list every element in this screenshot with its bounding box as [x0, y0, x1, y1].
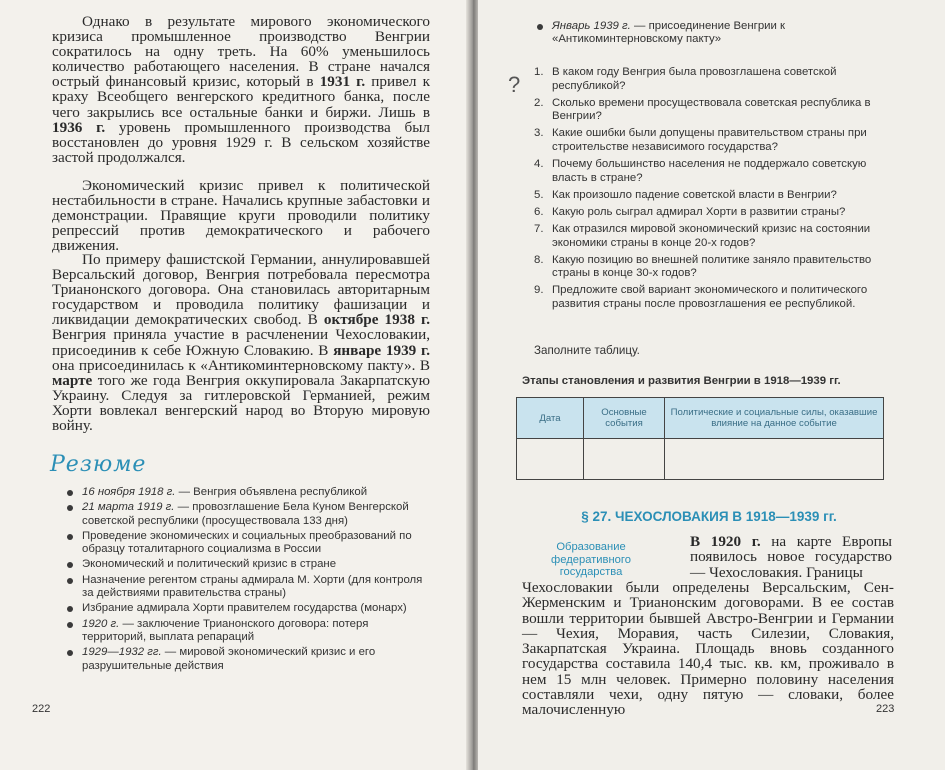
left-page	[0, 0, 468, 770]
questions-list	[534, 66, 874, 315]
question-item: 1. В каком году Венгрия была провозглашена советской республикой?	[534, 66, 837, 92]
question-mark-icon: ?	[508, 72, 521, 97]
table-header-forces: Политические и социальные силы, оказавшие влияние на данное событие	[665, 398, 884, 439]
paragraph-borders: Чехословакии были определены Версальским, Сен-Жерменским и Трианонским договорами. В ее состав вошли территории бывшей Австро-Венгрии и Германии — Чехия, Моравия, часть Силезии, Словакия, Закарпатская Украина. Площадь вновь созданного государства составила 140,4 тыс. кв. км, проживало в нем 15 млн человек. Примерно половину населения составляли чехи, одну пятую — словаки, более малочисленную	[522, 579, 894, 719]
paragraph-instability: Экономический кризис привел к политической нестабильности в стране. Начались крупные забастовки и демонстрации. Правящие круги проводили политику репрессий против демократического и рабочего движения.	[52, 177, 430, 255]
paragraph-fascism: По примеру фашистской Германии, аннулировавшей Версальский договор, Венгрия потребовала пересмотра Трианонского договора. Она становилась авторитарным государством и проводила политику фашизации и ликвидации демократических свобод. В октябре 1938 г. Венгрия приняла участие в расчленении Чехословакии, присоединив к себе Южную Словакию. В январе 1939 г. она присоединилась к «Антикоминтерновскому пакту». В марте того же года Венгрия оккупировала Закарпатскую Украину. Следуя за гитлеровской Германией, режим Хорти вовлекал венгерский народ во Вторую мировую войну.	[52, 251, 430, 435]
page-number-right: 223	[876, 703, 895, 715]
question-item: 6. Какую роль сыграл адмирал Хорти в развитии страны?	[534, 205, 846, 218]
table-header-events: Основные события	[584, 398, 665, 439]
paragraph-crisis: Однако в результате мирового экономического кризиса промышленное производство Венгрии сократилось на одну треть. На 60% уменьшилось количество работающего населения. В стране начался острый финансовый кризис, который в 1931 г. привел к краху Всеобщего венгерского кредитного банка, после чего закрылись все остальные банки и биржи. Лишь в 1936 г. уровень промышленного производства был восстановлен до уровня 1929 г. В сельском хозяйстве застой продолжался.	[52, 13, 430, 166]
list-item: 21 марта 1919 г. — провозглашение Бела Куном Венгерской советской республики (просуществовала 133 дня)	[64, 501, 426, 528]
question-item: 7. Как отразился мировой экономический кризис на состоянии экономики страны в конце 20-х годов?	[534, 222, 871, 249]
list-item: Экономический и политический кризис в стране	[64, 558, 426, 571]
list-item: Проведение экономических и социальных преобразований по образцу тоталитарного социализма в России	[64, 530, 426, 557]
resume-heading: Резюме	[50, 452, 147, 477]
table-cell[interactable]	[517, 439, 584, 480]
paragraph-intro: В 1920 г. на карте Европы появилось новое государство — Чехословакия. Границы	[690, 533, 893, 581]
resume-continued-list	[534, 20, 864, 49]
list-item: Январь 1939 г. — присоединение Венгрии к «Антикоминтерновскому пакту»	[534, 20, 864, 47]
list-item: Назначение регентом страны адмирала М. Хорти (для контроля за действиями правительства страны)	[64, 574, 426, 601]
right-page	[478, 0, 945, 770]
resume-list	[64, 486, 426, 675]
list-item: 1920 г. — заключение Трианонского договора: потеря территорий, выплата репараций	[64, 618, 426, 645]
question-item: 9. Предложите свой вариант экономического и политического развития страны после провозглашения ее республикой.	[534, 284, 868, 310]
list-item: 16 ноября 1918 г. — Венгрия объявлена республикой	[64, 486, 426, 499]
page-number-left: 222	[32, 703, 51, 715]
table-header-date: Дата	[517, 398, 584, 439]
list-item: Избрание адмирала Хорти правителем государства (монарх)	[64, 602, 426, 615]
question-item: 3. Какие ошибки были допущены правительством страны при строительстве независимого государства?	[534, 127, 867, 153]
stages-table	[516, 397, 884, 480]
table-cell[interactable]	[584, 439, 665, 480]
question-item: 4. Почему большинство населения не поддержало советскую власть в стране?	[534, 158, 867, 184]
list-item: 1929—1932 гг. — мировой экономический кризис и его разрушительные действия	[64, 646, 426, 673]
question-item: 2. Сколько времени просуществовала советская республика в Венгрии?	[534, 96, 871, 123]
side-heading: Образование федеративного государства	[551, 541, 631, 579]
table-instruction: Заполните таблицу.	[534, 344, 640, 357]
question-item: 5. Как произошло падение советской власти в Венгрии?	[534, 188, 837, 201]
table-caption: Этапы становления и развития Венгрии в 1918—1939 гг.	[522, 375, 841, 387]
section-title: § 27. ЧЕХОСЛОВАКИЯ В 1918—1939 гг.	[581, 509, 837, 524]
table-cell[interactable]	[665, 439, 884, 480]
question-item: 8. Какую позицию во внешней политике заняло правительство страны в конце 30-х годов?	[534, 253, 872, 280]
